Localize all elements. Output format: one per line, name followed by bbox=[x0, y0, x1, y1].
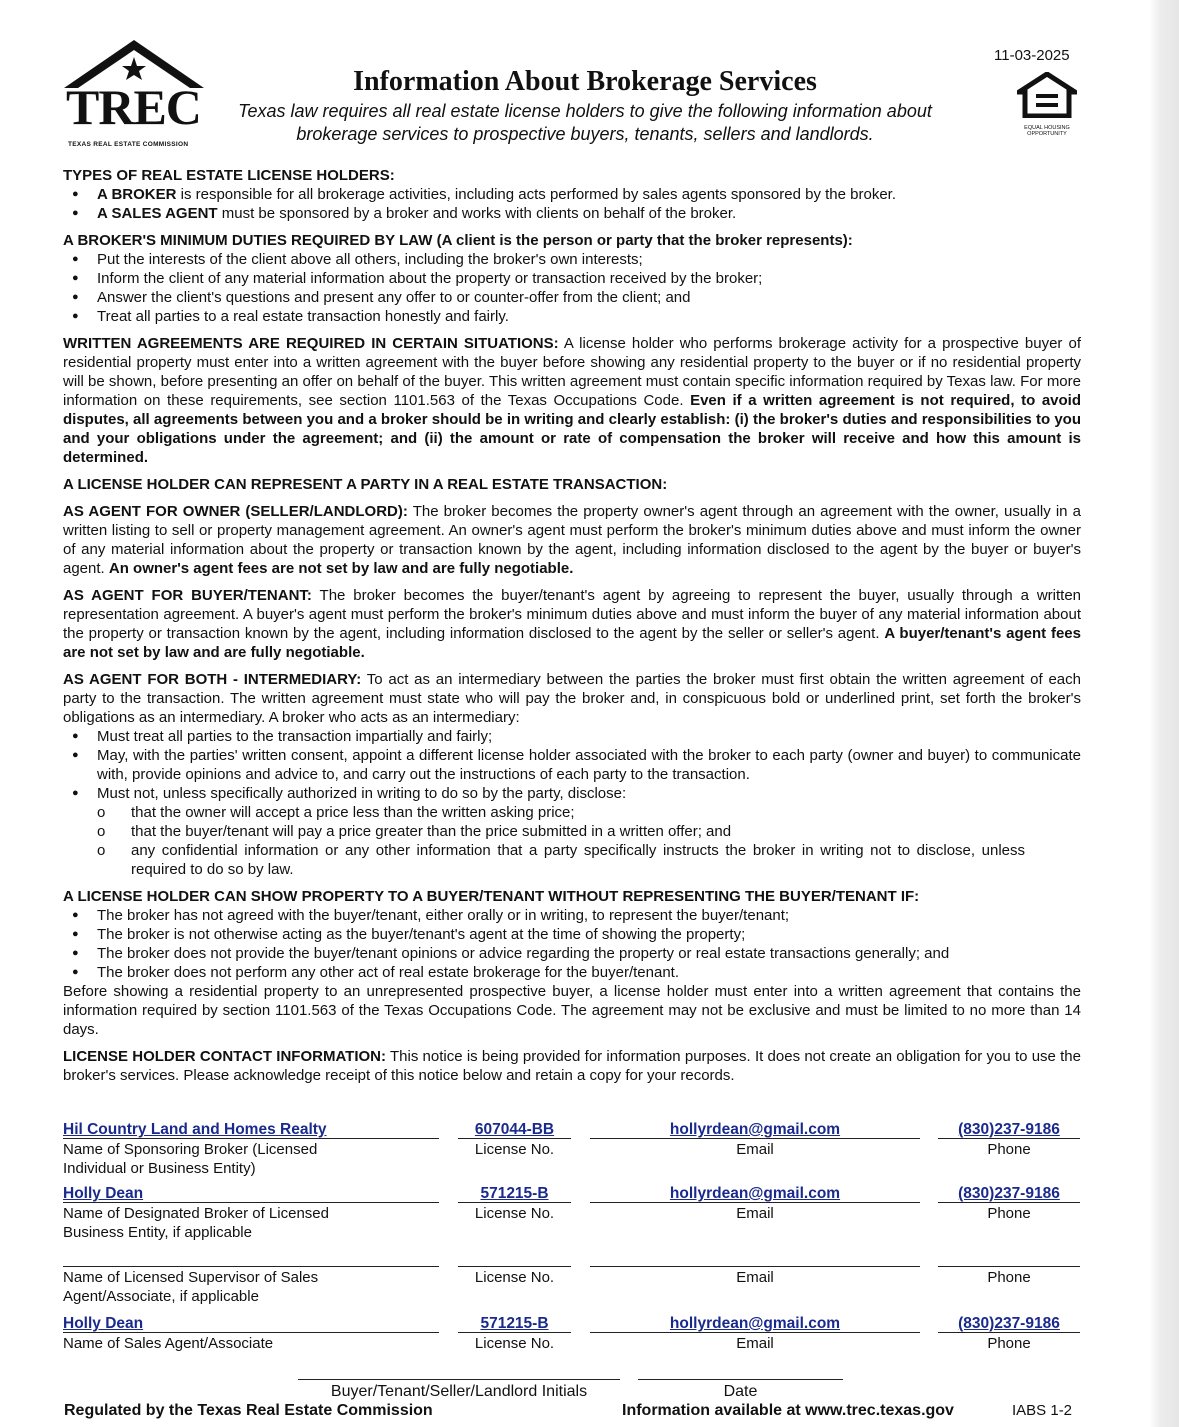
written-bold: Even if a written agreement is not required, to avoid disputes, all agreements between you and a broker should be in writing and clearly establish: (i) the broker's duties and responsibilities to you and your obligations under the agreement; and (ii) the amount or rate of compensation the broker will receive and how this amount is determined. bbox=[63, 392, 1081, 466]
list-item: ● Must not, unless specifically authorized in writing to do so by the party, disclose: bbox=[63, 784, 1081, 803]
signature-line bbox=[938, 1332, 1080, 1333]
license-label: License No. bbox=[474, 1205, 555, 1222]
owner-heading: AS AGENT FOR OWNER (SELLER/LANDLORD): bbox=[63, 503, 408, 520]
page-edge-shadow bbox=[1149, 0, 1179, 1427]
signature-line bbox=[458, 1138, 571, 1139]
equal-housing-logo bbox=[1012, 72, 1082, 137]
list-item: ● The broker does not perform any other act of real estate brokerage for the buyer/tenant. bbox=[63, 963, 1025, 982]
form-date: 11-03-2025 bbox=[994, 47, 1070, 64]
supervisor-license-line[interactable] bbox=[458, 1266, 571, 1267]
show-list bbox=[63, 906, 1081, 982]
list-item bbox=[63, 185, 1081, 204]
intermediary-paragraph bbox=[63, 670, 1081, 727]
footer-regulated: Regulated by the Texas Real Estate Commission bbox=[64, 1402, 433, 1419]
buyer-text: The broker becomes the buyer/tenant's agent by agreeing to represent the buyer, usually through a written representation agreement. A buyer's agent must perform the broker's minimum duties above and must inform the buyer of any material information about the property or transaction known by the agent, including information disclosed to the agent by the seller or seller's agent. bbox=[63, 587, 1082, 642]
sponsoring-broker-label-2: Individual or Business Entity) bbox=[63, 1160, 256, 1177]
signature-line bbox=[590, 1332, 920, 1333]
signature-line bbox=[590, 1138, 920, 1139]
owner-bold: An owner's agent fees are not set by law and are fully negotiable. bbox=[108, 560, 574, 577]
supervisor-label-2: Agent/Associate, if applicable bbox=[63, 1288, 259, 1305]
phone-label: Phone bbox=[987, 1269, 1031, 1286]
email-label: Email bbox=[736, 1205, 774, 1222]
contact-text: This notice is being provided for information purposes. It does not create an obligation for you to use the broker's services. Please acknowledge receipt of this notice below and retain a copy for your records. bbox=[63, 1048, 1081, 1084]
designated-broker-label-2: Business Entity, if applicable bbox=[63, 1224, 252, 1241]
intermediary-sublist bbox=[63, 803, 1081, 879]
sponsoring-broker-email[interactable]: hollyrdean@gmail.com bbox=[669, 1121, 841, 1138]
document-body bbox=[63, 166, 1081, 1085]
license-label: License No. bbox=[474, 1269, 555, 1286]
signature-line bbox=[63, 1138, 439, 1139]
supervisor-phone-line[interactable] bbox=[938, 1266, 1080, 1267]
sales-agent-phone[interactable]: (830)237-9186 bbox=[958, 1315, 1060, 1332]
license-label: License No. bbox=[474, 1335, 555, 1352]
supervisor-name-line[interactable] bbox=[63, 1266, 439, 1267]
agent-term: A SALES AGENT bbox=[97, 205, 218, 222]
types-list bbox=[63, 185, 1081, 223]
sub-list-item: o any confidential information or any other information that a party specifically instructs the broker in writing not to disclose, unless required to do so by law. bbox=[97, 841, 1025, 879]
types-heading: TYPES OF REAL ESTATE LICENSE HOLDERS: bbox=[63, 167, 395, 184]
sponsoring-broker-license[interactable]: 607044-BB bbox=[474, 1121, 555, 1138]
agent-text: must be sponsored by a broker and works with clients on behalf of the broker. bbox=[217, 205, 737, 222]
phone-label: Phone bbox=[987, 1205, 1031, 1222]
list-item: ● Must treat all parties to the transaction impartially and fairly; bbox=[63, 727, 1081, 746]
signature-line bbox=[63, 1332, 439, 1333]
duties-heading: A BROKER'S MINIMUM DUTIES REQUIRED BY LAW (A client is the person or party that the broker represents): bbox=[63, 232, 853, 249]
phone-label: Phone bbox=[987, 1141, 1031, 1158]
list-item: ● Answer the client's questions and present any offer to or counter-offer from the client; and bbox=[63, 288, 1081, 307]
sub-list-item: o that the owner will accept a price less than the written asking price; bbox=[97, 803, 1025, 822]
email-label: Email bbox=[736, 1141, 774, 1158]
footer-form-id: IABS 1-2 bbox=[1012, 1402, 1073, 1419]
designated-broker-email[interactable]: hollyrdean@gmail.com bbox=[669, 1185, 841, 1202]
supervisor-email-line[interactable] bbox=[590, 1266, 920, 1267]
owner-text: The broker becomes the property owner's agent through an agreement with the owner, usually in a written listing to sell or property management agreement. An owner's agent must perform the broker's minimum duties above and must inform the owner of any material information about the property or transaction known by the agent, including information disclosed to the agent by the buyer or buyer's agent. bbox=[63, 503, 1081, 577]
designated-broker-phone[interactable]: (830)237-9186 bbox=[958, 1185, 1060, 1202]
sponsoring-broker-phone[interactable]: (830)237-9186 bbox=[958, 1121, 1060, 1138]
intermediary-heading: AS AGENT FOR BOTH - INTERMEDIARY: bbox=[63, 671, 362, 688]
signature-line bbox=[590, 1202, 920, 1203]
signature-line bbox=[938, 1202, 1080, 1203]
buyer-paragraph bbox=[63, 586, 1081, 662]
trec-logo bbox=[64, 40, 204, 148]
list-item bbox=[63, 204, 1081, 223]
list-item: ● Put the interests of the client above all others, including the broker's own interests; bbox=[63, 250, 1081, 269]
designated-broker-label-1: Name of Designated Broker of Licensed bbox=[63, 1205, 329, 1222]
show-paragraph: Before showing a residential property to an unrepresented prospective buyer, a license holder must enter into a written agreement that contains the information required by section 1101.563 of the Texas Occupations Code. The agreement may not be exclusive and must be limited to no more than 14 days. bbox=[63, 983, 1081, 1038]
sales-agent-email[interactable]: hollyrdean@gmail.com bbox=[669, 1315, 841, 1332]
represent-heading: A LICENSE HOLDER CAN REPRESENT A PARTY IN A REAL ESTATE TRANSACTION: bbox=[63, 476, 668, 493]
broker-text: is responsible for all brokerage activities, including acts performed by sales agents sponsored by the broker. bbox=[176, 186, 896, 203]
broker-term: A BROKER bbox=[97, 186, 177, 203]
sales-agent-license[interactable]: 571215-B bbox=[480, 1315, 549, 1332]
intermediary-list bbox=[63, 727, 1081, 803]
eho-text: EQUAL HOUSING OPPORTUNITY bbox=[1024, 125, 1070, 137]
sponsoring-broker-label-1: Name of Sponsoring Broker (Licensed bbox=[63, 1141, 318, 1158]
intermediary-text: To act as an intermediary between the parties the broker must first obtain the written agreement of each party to the transaction. The written agreement must state who will pay the broker and, in conspicuous bold or underlined print, set forth the broker's obligations as an intermediary. A broker who acts as an intermediary: bbox=[63, 671, 1081, 726]
sponsoring-broker-name[interactable]: Hil Country Land and Homes Realty bbox=[63, 1121, 327, 1138]
logo-subtext: TEXAS REAL ESTATE COMMISSION bbox=[68, 141, 189, 148]
buyer-bold: A buyer/tenant's agent fees are not set by law and are fully negotiable. bbox=[63, 625, 1081, 661]
page-subtitle: Texas law requires all real estate license holders to give the following information about brokerage services to prospective buyers, tenants, sellers and landlords. bbox=[238, 101, 932, 144]
supervisor-label-1: Name of Licensed Supervisor of Sales bbox=[63, 1269, 319, 1286]
email-label: Email bbox=[736, 1335, 774, 1352]
buyer-heading: AS AGENT FOR BUYER/TENANT: bbox=[63, 587, 312, 604]
owner-paragraph bbox=[63, 502, 1081, 578]
page-title: Information About Brokerage Services bbox=[353, 66, 817, 97]
designated-broker-license[interactable]: 571215-B bbox=[480, 1185, 549, 1202]
written-paragraph bbox=[63, 334, 1081, 467]
signature-line bbox=[458, 1202, 571, 1203]
date-line[interactable] bbox=[638, 1379, 843, 1380]
footer-info: Information available at www.trec.texas.gov bbox=[622, 1402, 954, 1419]
contact-heading: LICENSE HOLDER CONTACT INFORMATION: bbox=[63, 1048, 386, 1065]
initials-label: Buyer/Tenant/Seller/Landlord Initials bbox=[330, 1383, 588, 1400]
logo-text: TREC bbox=[66, 79, 201, 135]
list-item: ● The broker has not agreed with the buyer/tenant, either orally or in writing, to represent the buyer/tenant; bbox=[63, 906, 1025, 925]
sales-agent-name[interactable]: Holly Dean bbox=[63, 1315, 144, 1332]
list-item: ● Inform the client of any material information about the property or transaction received by the broker; bbox=[63, 269, 1081, 288]
written-text: A license holder who performs brokerage activity for a prospective buyer of residential property must enter into a written agreement with the buyer before showing any residential property to the buyer or if no residential property will be shown, before presenting an offer on behalf of the buyer. This written agreement must contain specific information required by Texas law. For more information on these requirements, see section 1101.563 of the Texas Occupations Code. bbox=[63, 335, 1081, 409]
list-item: ● The broker is not otherwise acting as the buyer/tenant's agent at the time of showing the property; bbox=[63, 925, 1025, 944]
written-heading: WRITTEN AGREEMENTS ARE REQUIRED IN CERTAIN SITUATIONS: bbox=[63, 335, 559, 352]
show-heading: A LICENSE HOLDER CAN SHOW PROPERTY TO A BUYER/TENANT WITHOUT REPRESENTING THE BUYER/TENANT IF: bbox=[63, 888, 920, 905]
email-label: Email bbox=[736, 1269, 774, 1286]
license-label: License No. bbox=[474, 1141, 555, 1158]
list-item: ● May, with the parties' written consent, appoint a different license holder associated with the broker to each party (owner and buyer) to communicate with, provide opinions and advice to, and carry out the instructions of each party to the transaction. bbox=[63, 746, 1081, 784]
signature-line bbox=[458, 1332, 571, 1333]
duties-list bbox=[63, 250, 1081, 326]
signature-line bbox=[938, 1138, 1080, 1139]
list-item: ● The broker does not provide the buyer/tenant opinions or advice regarding the property or real estate transactions generally; and bbox=[63, 944, 1025, 963]
contact-paragraph bbox=[63, 1047, 1081, 1085]
phone-label: Phone bbox=[987, 1335, 1031, 1352]
signature-line bbox=[63, 1202, 439, 1203]
date-label: Date bbox=[723, 1383, 758, 1400]
equal-housing-icon bbox=[1017, 72, 1077, 118]
initials-line[interactable] bbox=[298, 1379, 620, 1380]
sales-agent-label: Name of Sales Agent/Associate bbox=[63, 1335, 274, 1352]
list-item: ● Treat all parties to a real estate transaction honestly and fairly. bbox=[63, 307, 1081, 326]
designated-broker-name[interactable]: Holly Dean bbox=[63, 1185, 144, 1202]
sub-list-item: o that the buyer/tenant will pay a price greater than the price submitted in a written offer; and bbox=[97, 822, 1025, 841]
